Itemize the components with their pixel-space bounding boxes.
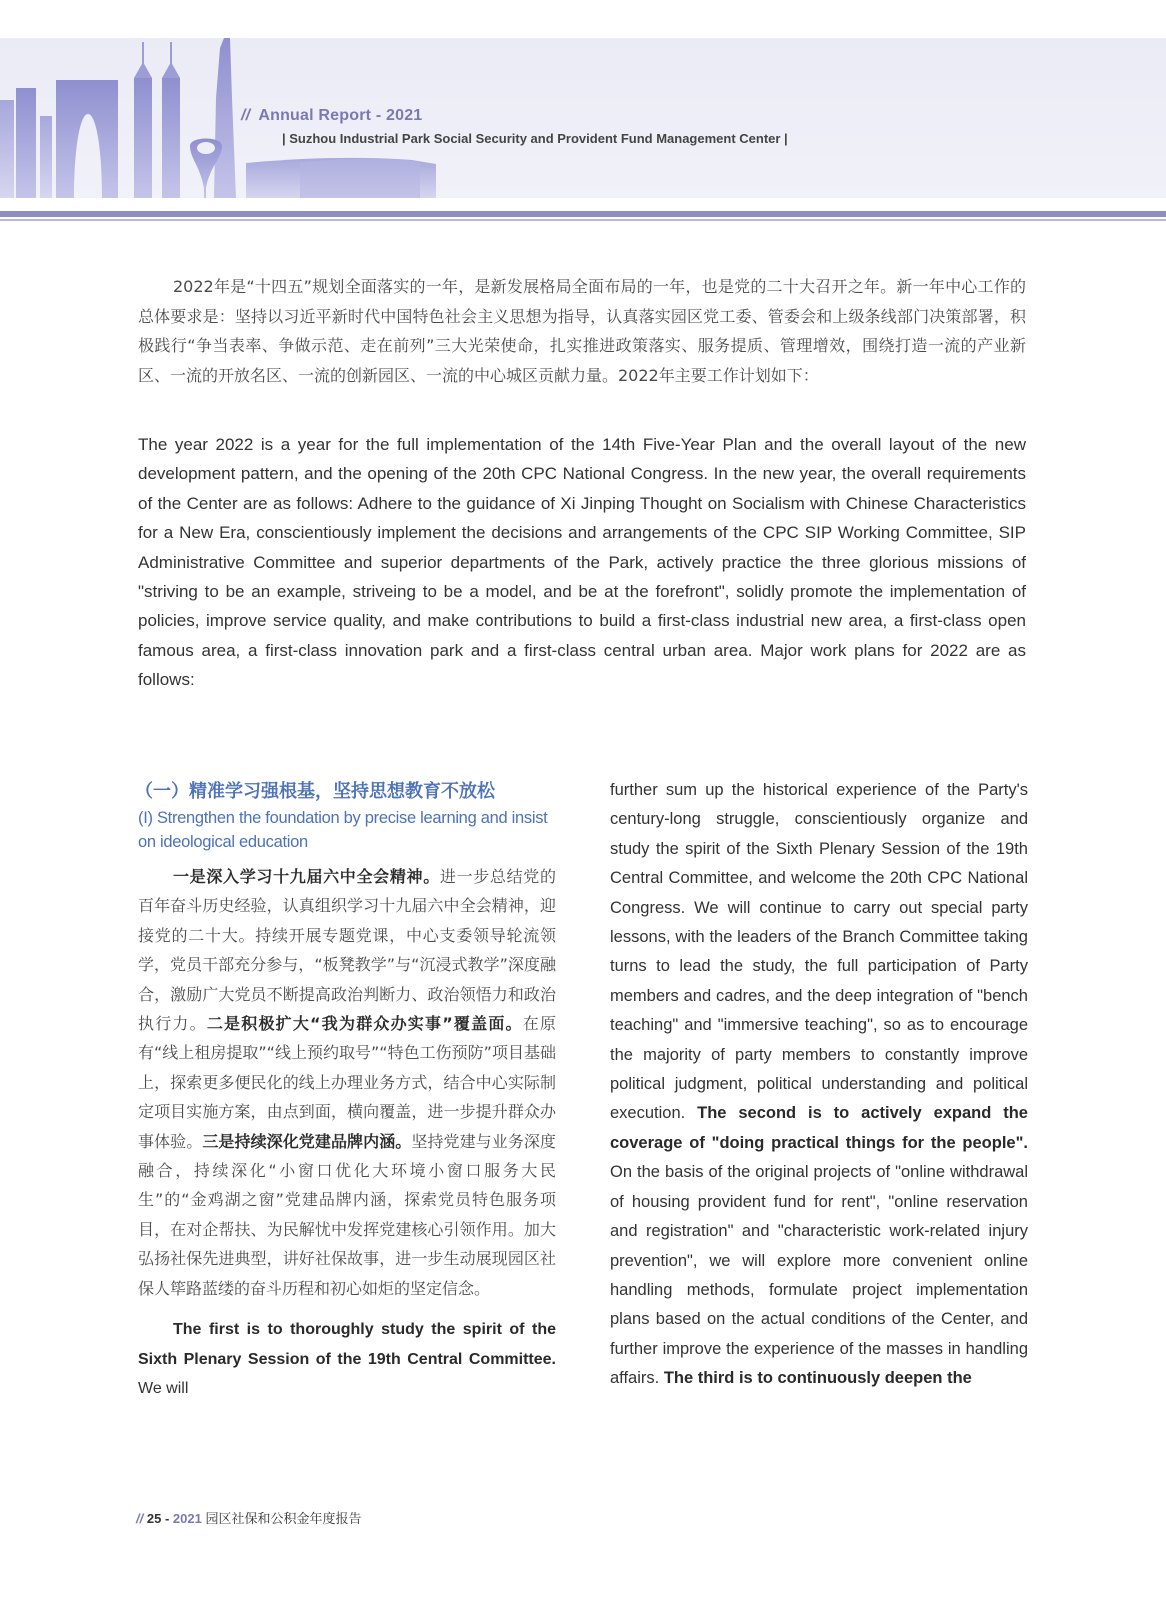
intro-paragraph-english: The year 2022 is a year for the full implementation of the 14th Five-Year Plan and the overall layout of the new development pattern, and the opening of the 20th CPC National Congress. In the new year, the overall requirements of the Center are as follows: Adhere to the guidance of Xi Jinping Thought on Socialism with Chinese Characteristics for a New Era, conscientiously implement the decisions and arrangements of the CPC SIP Working Committee, SIP Administrative Committee and superior departments of the Park, actively practice the three glorious missions of "striving to be an example, striveing to be a model, and be at the forefront", solidly promote the implementation of policies, improve service quality, and make contributions to build a first-class industrial new area, a first-class open famous area, a first-class innovation park and a first-class central urban area. Major work plans for 2022 are as follows: — [138, 435, 1026, 690]
point-two-text-cn: 在原有“线上租房提取”“线上预约取号”“特色工伤预防”项目基础上，探索更多便民化的线上办理业务方式，结合中心实际制定项目实施方案，由点到面，横向覆盖，进一步提升群众办事体验。 — [138, 1014, 556, 1151]
point-one-text-en-continued: further sum up the historical experience of the Party's century-long struggle, conscientiously organize and study the spirit of the Sixth Plenary Session of the 19th Central Committee, and welcome the 20th CPC National Congress. We will continue to carry out special party lessons, with the leaders of the Branch Committee taking turns to lead the study, the full participation of Party members and cadres, and the deep integration of "bench teaching" and "immersive teaching", so as to encourage the majority of party members to constantly improve political judgment, political understanding and political execution. — [610, 781, 1028, 1123]
point-two-text-en: On the basis of the original projects of "online withdrawal of housing provident fund for rent", "online reservation and registration" and "characteristic work-related injury prevention", we will explore more convenient online handling methods, formulate project implementation plans based on the actual conditions of the Center, and further improve the experience of the masses in handling affairs. — [610, 1163, 1028, 1388]
left-column — [135, 780, 556, 1403]
section-body-chinese — [138, 862, 556, 1303]
point-two-heading-en: The second is to actively expand the coverage of "doing practical things for the people". — [610, 1104, 1028, 1152]
right-column — [610, 780, 1028, 1394]
header-divider-thick — [0, 211, 1166, 217]
point-one-heading-en: The first is to thoroughly study the spirit of the Sixth Plenary Session of the 19th Central Committee. — [138, 1321, 556, 1368]
header-banner — [0, 38, 1166, 198]
organization-subtitle: | Suzhou Industrial Park Social Security and Provident Fund Management Center | — [282, 131, 788, 146]
title-slashes: // — [241, 107, 251, 124]
section-heading-english: (I) Strengthen the foundation by precise learning and insist on ideological education — [138, 809, 548, 851]
point-two-heading-cn: 二是积极扩大“我为群众办实事”覆盖面。 — [206, 1014, 523, 1034]
footer-report-title: 园区社保和公积金年度报告 — [205, 1511, 362, 1526]
point-three-heading-cn: 三是持续深化党建品牌内涵。 — [202, 1131, 412, 1151]
section-body-english-continued — [610, 776, 1028, 1394]
section-heading-chinese: （一）精准学习强根基，坚持思想教育不放松 — [135, 781, 495, 802]
point-one-text-en-start: We will — [138, 1379, 189, 1397]
footer-dash: - — [164, 1511, 170, 1526]
point-one-heading-cn: 一是深入学习十九届六中全会精神。 — [173, 867, 440, 886]
page-number: 25 — [146, 1511, 162, 1526]
footer-year: 2021 — [172, 1511, 202, 1526]
point-three-text-cn: 坚持党建与业务深度融合，持续深化“小窗口优化大环境小窗口服务大民生”的“金鸡湖之窗”党建品牌内涵，探索党员特色服务项目，在对企帮扶、为民解忧中发挥党建核心引领作用。加大弘扬社保先进典型，讲好社保故事，进一步生动展现园区社保人筚路蓝缕的奋斗历程和初心如炬的坚定信念。 — [138, 1131, 556, 1298]
page-footer — [136, 1508, 361, 1527]
footer-slashes: // — [136, 1511, 144, 1526]
section-body-english-start — [138, 1315, 556, 1403]
point-three-heading-en: The third is to continuously deepen the — [663, 1369, 972, 1388]
header-divider-thin — [0, 219, 1166, 221]
intro-paragraph-chinese: 2022年是“十四五”规划全面落实的一年，是新发展格局全面布局的一年，也是党的二十大召开之年。新一年中心工作的总体要求是：坚持以习近平新时代中国特色社会主义思想为指导，认真落实园区党工委、管委会和上级条线部门决策部署，积极践行“争当表率、争做示范、走在前列”三大光荣使命，扎实推进政策落实、服务提质、管理增效，围绕打造一流的产业新区、一流的开放名区、一流的创新园区、一流的中心城区贡献力量。2022年主要工作计划如下： — [138, 277, 1026, 385]
title-text: Annual Report - 2021 — [258, 107, 423, 124]
point-one-text-cn: 进一步总结党的百年奋斗历史经验，认真组织学习十九届六中全会精神，迎接党的二十大。持续开展专题党课，中心支委领导轮流领学，党员干部充分参与，“板凳教学”与“沉浸式教学”深度融合，激励广大党员不断提高政治判断力、政治领悟力和政治执行力。 — [138, 867, 556, 1034]
report-title — [241, 107, 422, 125]
